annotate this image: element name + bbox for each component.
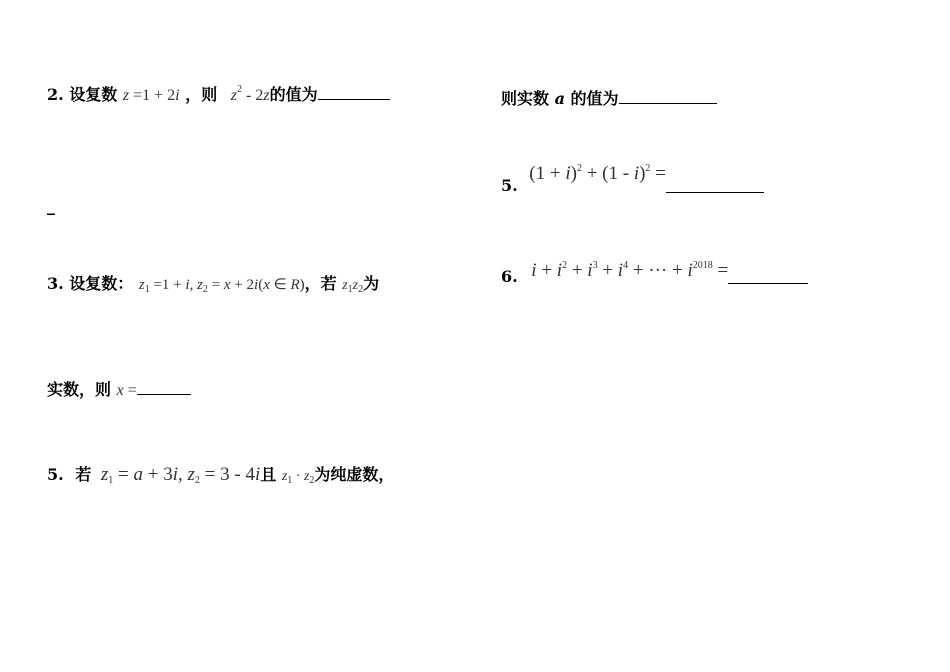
question-number: 3.	[47, 274, 64, 293]
question-5-left	[47, 462, 394, 486]
question-text: 则实数	[501, 89, 550, 108]
question-5-right	[501, 163, 764, 195]
math-expression: $z^2 - 2z$	[230, 84, 270, 104]
question-number: 6.	[501, 267, 518, 286]
question-text: 为纯虚数，	[314, 465, 395, 484]
right-continuation	[501, 86, 717, 109]
math-expression: z =1 + 2i	[122, 87, 180, 104]
question-text: 为	[363, 274, 380, 293]
math-expression: $z_1 = a + 3i$, $z_2 = 3 - 4i$	[100, 464, 261, 486]
math-expression: $z_1z_2$	[342, 278, 364, 295]
answer-blank[interactable]	[318, 85, 390, 100]
question-text: 的值为	[570, 89, 619, 108]
question-number: 5.	[501, 176, 518, 195]
question-text: ，若	[304, 274, 337, 293]
question-text: 实数，则	[47, 380, 112, 399]
question-text: 且	[260, 465, 277, 484]
variable-a: a	[554, 89, 565, 108]
math-expression: $(1 + i)^2 + (1 - i)^2$ =	[529, 163, 666, 184]
answer-blank[interactable]	[728, 269, 808, 284]
question-3	[47, 271, 379, 295]
answer-blank[interactable]	[666, 178, 764, 193]
math-expression: $i + i^2 + i^3 + i^4$ + ··· + $i^{2018}$ =	[531, 260, 729, 281]
question-text: 设复数	[69, 85, 118, 104]
question-number: 5.	[47, 465, 64, 484]
question-text: 的值为	[269, 85, 318, 104]
question-text: ，则	[185, 85, 218, 104]
answer-blank[interactable]	[619, 89, 717, 104]
question-text: 设复数：	[69, 274, 134, 293]
stray-underscore: _	[47, 196, 55, 215]
question-text: 若	[75, 465, 92, 484]
math-expression: x =	[116, 382, 137, 399]
question-2	[47, 82, 390, 105]
math-expression: $z_1 \cdot z_2$	[281, 469, 315, 486]
question-number: 2.	[47, 85, 64, 104]
question-3-continuation	[47, 377, 191, 400]
question-6	[501, 260, 808, 286]
math-expression: $z_1 =1 + i$, $z_2 = x + 2i(x$ ∈ R)	[138, 277, 305, 295]
answer-blank[interactable]	[137, 380, 191, 395]
